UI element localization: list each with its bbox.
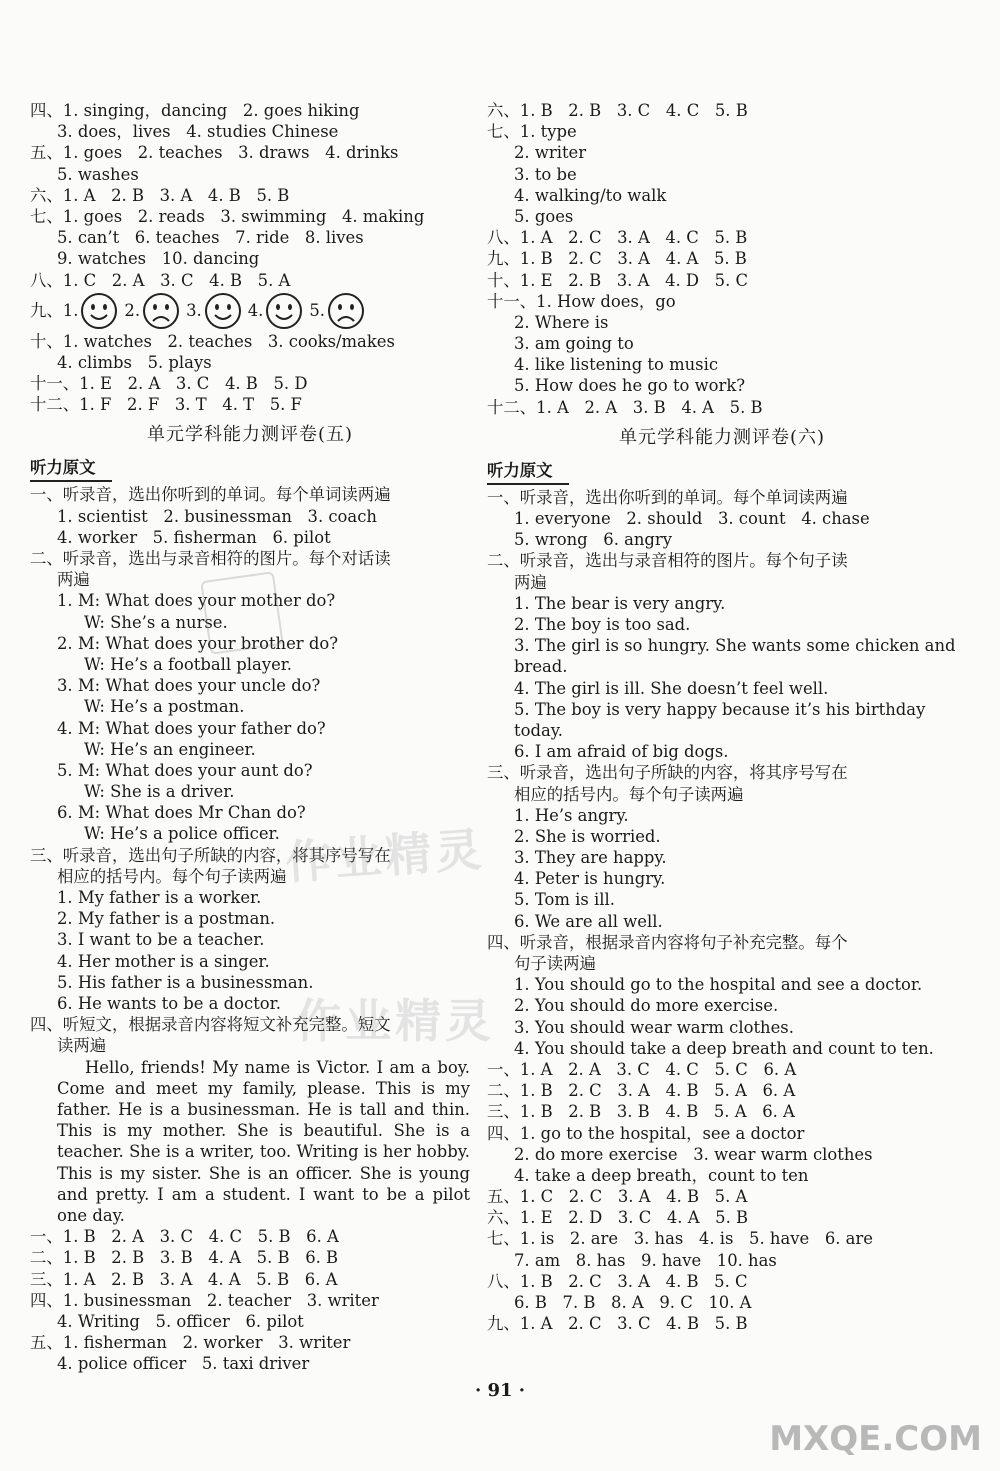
- text-line: 7. am 8. has 9. have 10. has: [514, 1250, 777, 1270]
- text-line: W: He’s a football player.: [84, 654, 293, 674]
- text-line: 4. Her mother is a singer.: [57, 951, 270, 971]
- text-line: 3. You should wear warm clothes.: [514, 1017, 794, 1037]
- face-label: 4.: [247, 300, 264, 320]
- text-line: 5. The boy is very happy because it’s his birthday today.: [514, 699, 931, 740]
- text-line: 6. I am afraid of big dogs.: [514, 742, 729, 762]
- text-line: 三、听录音，选出句子所缺的内容，将其序号写在: [30, 845, 391, 865]
- text-line: 十、1. E 2. B 3. A 4. D 5. C: [487, 270, 749, 290]
- text-line: 十二、1. A 2. A 3. B 4. A 5. B: [487, 397, 763, 417]
- faces-prefix: 九、: [30, 300, 63, 320]
- text-line: 5. washes: [57, 164, 139, 184]
- text-line: 2. My father is a postman.: [57, 909, 276, 929]
- text-line: 4. The girl is ill. She doesn’t feel well.: [514, 678, 829, 698]
- text-line: 二、听录音，选出与录音相符的图片。每个句子读: [487, 551, 848, 571]
- text-line: 1. scientist 2. businessman 3. coach: [57, 506, 377, 526]
- text-line: 四、1. businessman 2. teacher 3. writer: [30, 1290, 379, 1310]
- text-line: 1. The bear is very angry.: [514, 593, 726, 613]
- text-line: 3. I want to be a teacher.: [57, 930, 265, 950]
- text-line: 4. like listening to music: [514, 355, 719, 375]
- text-line: 6. M: What does Mr Chan do?: [57, 803, 306, 823]
- sad-face-icon: [142, 292, 180, 330]
- left-answers-top: [30, 100, 470, 291]
- text-line: 句子读两遍: [514, 954, 596, 973]
- text-line: 二、听录音，选出与录音相符的图片。每个对话读: [30, 549, 391, 568]
- text-line: 3. to be: [514, 164, 577, 184]
- brand-watermark: MXQE.COM: [769, 1419, 982, 1459]
- smiley-face-icon: [204, 292, 242, 330]
- text-line: W: He’s a police officer.: [84, 824, 280, 844]
- text-line: 3. am going to: [514, 334, 634, 354]
- text-line: 4. worker 5. fisherman 6. pilot: [57, 527, 331, 547]
- text-line: 2. She is worried.: [514, 826, 661, 846]
- text-line: 八、1. A 2. C 3. A 4. C 5. B: [487, 228, 748, 248]
- text-line: 二、1. B 2. B 3. B 4. A 5. B 6. B: [30, 1248, 339, 1268]
- faces-row: [30, 291, 470, 331]
- text-line: 1. You should go to the hospital and see a doctor.: [514, 975, 923, 995]
- text-line: 5. wrong 6. angry: [514, 530, 673, 550]
- text-line: 4. Writing 5. officer 6. pilot: [57, 1311, 304, 1331]
- text-line: 读两遍: [57, 1036, 107, 1056]
- text-line: 十一、1. E 2. A 3. C 4. B 5. D: [30, 374, 308, 394]
- text-line: 5. His father is a businessman.: [57, 972, 314, 992]
- text-line: 4. walking/to walk: [514, 185, 667, 205]
- text-line: 3. They are happy.: [514, 848, 667, 868]
- left-answers-top-2: [30, 331, 470, 416]
- text-line: 6. He wants to be a doctor.: [57, 993, 281, 1013]
- text-line: 一、1. A 2. A 3. C 4. C 5. C 6. A: [487, 1059, 797, 1079]
- listening-text-heading-6: 听力原文: [487, 459, 569, 485]
- text-line: 七、1. is 2. are 3. has 4. is 5. have 6. are: [487, 1229, 873, 1249]
- left-answers-bottom: [30, 1226, 470, 1374]
- watermark-2: 作业精灵: [295, 994, 495, 1048]
- text-line: 两遍: [57, 570, 90, 590]
- text-line: 十一、1. How does，go: [487, 291, 676, 311]
- text-line: 三、1. B 2. B 3. B 4. B 5. A 6. A: [487, 1102, 795, 1122]
- text-line: 十、1. watches 2. teaches 3. cooks/makes: [30, 331, 395, 351]
- text-line: 六、1. E 2. D 3. C 4. A 5. B: [487, 1208, 749, 1228]
- text-line: 4. take a deep breath，count to ten: [514, 1165, 809, 1185]
- text-line: 四、1. go to the hospital，see a doctor: [487, 1123, 805, 1143]
- text-line: 六、1. B 2. B 3. C 4. C 5. B: [487, 101, 748, 120]
- text-line: 4. M: What does your father do?: [57, 718, 326, 738]
- text-line: 2. writer: [514, 143, 587, 163]
- left-column: [30, 100, 476, 1374]
- text-line: 4. climbs 5. plays: [57, 352, 212, 372]
- text-line: 2. do more exercise 3. wear warm clothes: [514, 1144, 873, 1164]
- page-number: · 91 ·: [474, 1380, 526, 1401]
- text-line: 5. Tom is ill.: [514, 890, 615, 910]
- text-line: 2. The boy is too sad.: [514, 614, 691, 634]
- text-line: 五、1. goes 2. teaches 3. draws 4. drinks: [30, 143, 399, 163]
- smiley-face-icon: [80, 292, 118, 330]
- text-line: 八、1. B 2. C 3. A 4. B 5. C: [487, 1271, 748, 1291]
- text-line: 5. M: What does your aunt do?: [57, 760, 313, 780]
- right-answers-top: [487, 100, 957, 418]
- text-line: 八、1. C 2. A 3. C 4. B 5. A: [30, 270, 291, 290]
- text-line: 四、1. singing，dancing 2. goes hiking: [30, 101, 360, 120]
- section-title-6: 单元学科能力测评卷(六): [618, 426, 826, 448]
- face-label: 1.: [62, 300, 79, 320]
- text-line: 三、1. A 2. B 3. A 4. A 5. B 6. A: [30, 1269, 338, 1289]
- listening-text-heading-5: 听力原文: [30, 456, 112, 482]
- text-line: 三、听录音，选出句子所缺的内容，将其序号写在: [487, 763, 848, 783]
- text-line: 六、1. A 2. B 3. A 4. B 5. B: [30, 185, 290, 205]
- text-line: 相应的括号内。每个句子读两遍: [514, 784, 744, 804]
- text-line: 五、1. C 2. C 3. A 4. B 5. A: [487, 1187, 748, 1207]
- watermark-1: 作业精灵: [283, 822, 487, 890]
- stamp-mark: [200, 571, 284, 655]
- text-line: 5. How does he go to work?: [514, 376, 746, 396]
- text-line: 两遍: [514, 572, 547, 592]
- right-column: [487, 100, 961, 1334]
- text-line: 1. everyone 2. should 3. count 4. chase: [514, 509, 870, 528]
- text-line: 9. watches 10. dancing: [57, 249, 260, 269]
- text-line: 一、听录音，选出你听到的单词。每个单词读两遍: [487, 487, 848, 507]
- faces-group: [63, 291, 371, 331]
- text-line: 3. M: What does your uncle do?: [57, 676, 321, 696]
- text-line: 1. He’s angry.: [514, 805, 629, 825]
- text-line: 3. does，lives 4. studies Chinese: [57, 122, 339, 142]
- text-line: 3. The girl is so hungry. She wants some chicken and bread.: [514, 636, 961, 677]
- text-line: 2. Where is: [514, 312, 609, 332]
- text-line: W: He’s an engineer.: [84, 739, 256, 759]
- face-label: 2.: [124, 300, 141, 320]
- smiley-face-icon: [265, 292, 303, 330]
- text-line: 四、听录音，根据录音内容将句子补充完整。每个: [487, 932, 848, 952]
- text-line: 五、1. fisherman 2. worker 3. writer: [30, 1333, 351, 1353]
- text-line: 四、听短文，根据录音内容将短文补充完整。短文: [30, 1015, 391, 1035]
- text-line: 九、1. A 2. C 3. C 4. B 5. B: [487, 1314, 748, 1334]
- text-line: 二、1. B 2. C 3. A 4. B 5. A 6. A: [487, 1081, 796, 1101]
- text-line: 6. We are all well.: [514, 911, 663, 931]
- text-line: 一、听录音，选出你听到的单词。每个单词读两遍: [30, 485, 391, 505]
- text-line: 4. You should take a deep breath and count to ten.: [514, 1038, 934, 1058]
- text-line: 4. police officer 5. taxi driver: [57, 1354, 310, 1374]
- sad-face-icon: [327, 292, 365, 330]
- face-label: 3.: [186, 300, 202, 320]
- face-label: 5.: [309, 300, 325, 320]
- text-line: 七、1. goes 2. reads 3. swimming 4. making: [30, 206, 425, 226]
- text-line: 1. M: What does your mother do?: [57, 591, 336, 611]
- text-line: 2. M: What does your brother do?: [57, 633, 338, 653]
- right-answers-bottom: [487, 1059, 957, 1334]
- text-line: 七、1. type: [487, 122, 577, 142]
- text-line: 5. goes: [514, 206, 574, 226]
- text-line: 2. You should do more exercise.: [514, 996, 779, 1016]
- text-line: 6. B 7. B 8. A 9. C 10. A: [514, 1293, 752, 1313]
- text-line: W: He’s a postman.: [84, 697, 245, 717]
- right-listening-script: [487, 487, 961, 1059]
- text-line: W: She’s a nurse.: [84, 612, 228, 632]
- text-line: 5. can’t 6. teaches 7. ride 8. lives: [57, 228, 364, 248]
- text-line: 1. My father is a worker.: [57, 888, 262, 907]
- text-line: 十二、1. F 2. F 3. T 4. T 5. F: [30, 395, 302, 415]
- section-title-5: 单元学科能力测评卷(五): [146, 424, 354, 446]
- text-line: 一、1. B 2. A 3. C 4. C 5. B 6. A: [30, 1227, 339, 1247]
- text-line: 九、1. B 2. C 3. A 4. A 5. B: [487, 249, 747, 269]
- passage: Hello, friends! My name is Victor. I am a boy. Come and meet my family, please. This is my father. He is a businessman. He is tall and thin. This is my mother. She is beautiful. She is a teacher. She is a writer, too. Writing is her hobby. This is my sister. She is an officer. She is young and pretty. I am a student. I want to be a pilot one day.: [57, 1057, 476, 1225]
- left-listening-script: [30, 484, 470, 1056]
- text-line: 相应的括号内。每个句子读两遍: [57, 866, 287, 886]
- text-line: W: She is a driver.: [84, 782, 235, 802]
- text-line: 4. Peter is hungry.: [514, 869, 666, 889]
